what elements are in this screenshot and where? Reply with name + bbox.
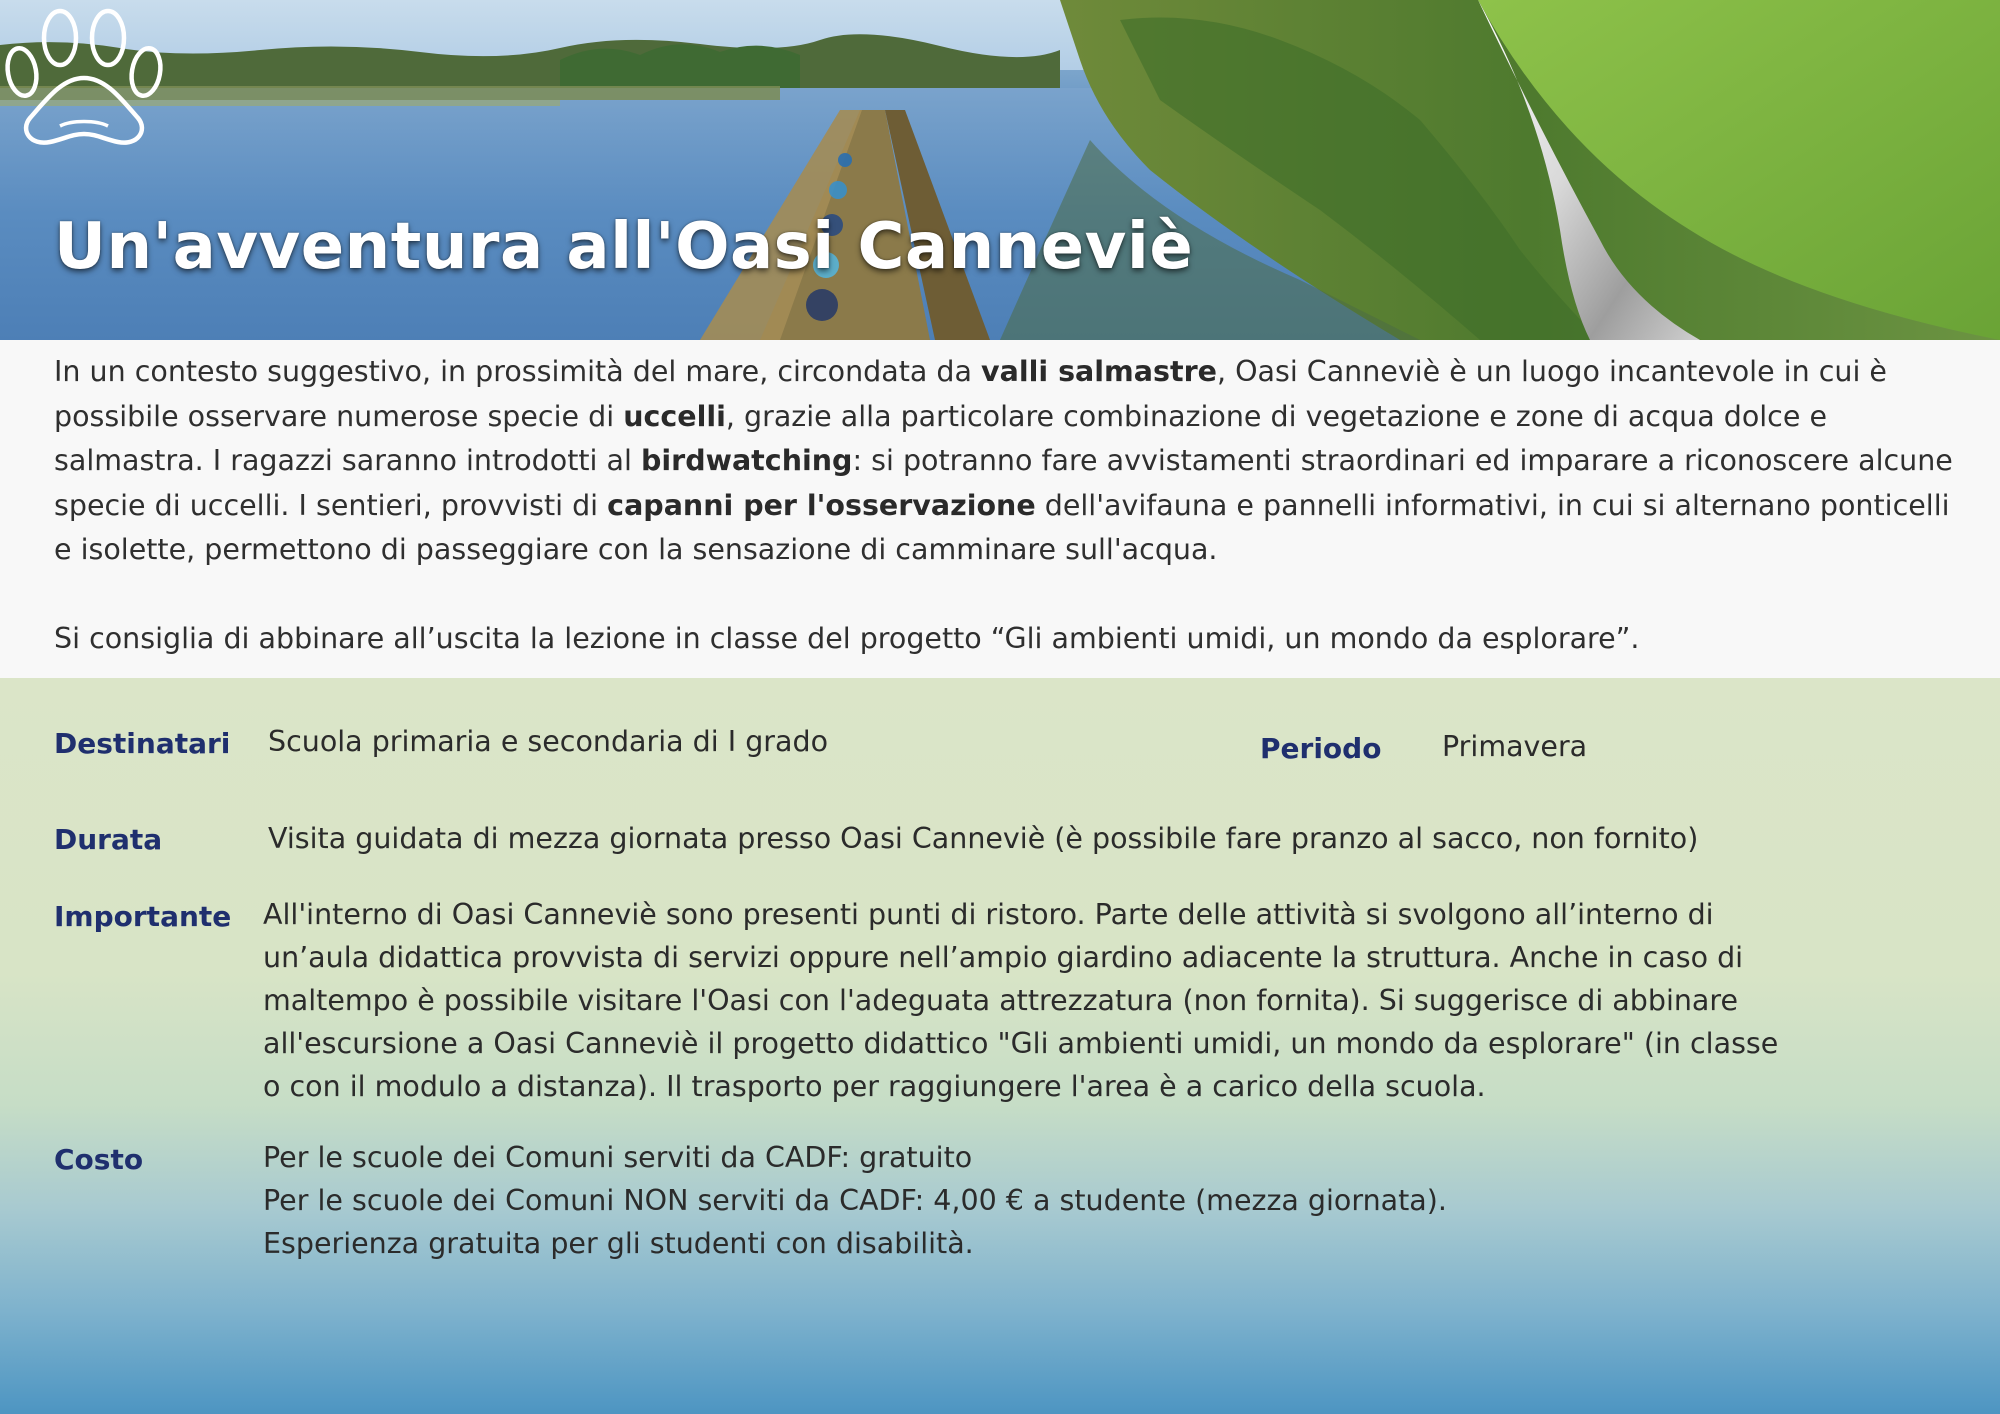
intro-highlight: valli salmastre [981, 355, 1217, 388]
costo-line: Per le scuole dei Comuni NON serviti da CADF: 4,00 € a studente (mezza giornata). [263, 1184, 1447, 1217]
costo-label: Costo [54, 1143, 144, 1176]
page-title: Un'avventura all'Oasi Canneviè [54, 210, 1194, 284]
costo-line: Per le scuole dei Comuni serviti da CADF: gratuito [263, 1141, 973, 1174]
importante-line: un’aula didattica provvista di servizi oppure nell’ampio giardino adiacente la struttura. Anche in caso di [263, 941, 1744, 974]
intro-text: , grazie alla particolare combinazione di vegetazione e zone di acqua dolce e salmastra. I ragazzi saranno introdotti al [54, 399, 1827, 477]
intro-highlight: capanni per l'osservazione [607, 488, 1036, 522]
intro-highlight: uccelli [623, 399, 726, 433]
costo-line: Esperienza gratuita per gli studenti con disabilità. [263, 1227, 974, 1260]
periodo-label: Periodo [1260, 732, 1382, 765]
importante-line: All'interno di Oasi Canneviè sono presenti punti di ristoro. Parte delle attività si svolgono all’interno di [263, 898, 1714, 931]
intro-text: , Oasi Canneviè è un luogo incantevole in cui è possibile osservare numerose specie di [54, 355, 1887, 433]
destinatari-label: Destinatari [54, 727, 231, 760]
costo-value [263, 1136, 1447, 1265]
wetland-landscape-illustration [0, 0, 2000, 340]
intro-recommendation: Si consiglia di abbinare all’uscita la lezione in classe del progetto “Gli ambienti umidi, un mondo da esplorare”. [54, 622, 1640, 655]
intro-text: : si potranno fare avvistamenti straordinari ed imparare a riconoscere alcune specie di uccelli. I sentieri, provvisti di [54, 444, 1953, 522]
destinatari-value: Scuola primaria e secondaria di I grado [268, 725, 829, 758]
importante-value [263, 893, 1778, 1108]
intro-text: In un contesto suggestivo, in prossimità del mare, circondata da [54, 355, 982, 388]
intro-text: dell'avifauna e pannelli informativi, in cui si alternano ponticelli e isolette, permettono di passeggiare con la sensazione di camminare sull'acqua. [54, 488, 1950, 566]
details-section [0, 678, 2000, 1414]
importante-line: o con il modulo a distanza). Il trasporto per raggiungere l'area è a carico della scuola. [263, 1070, 1486, 1103]
durata-label: Durata [54, 823, 163, 856]
importante-line: maltempo è possibile visitare l'Oasi con l'adeguata attrezzatura (non fornita). Si suggerisce di abbinare [263, 984, 1739, 1017]
paw-icon [0, 0, 168, 150]
importante-line: all'escursione a Oasi Canneviè il progetto didattico "Gli ambienti umidi, un mondo da esplorare" (in classe [263, 1027, 1779, 1060]
intro-paragraph [54, 350, 1954, 573]
importante-label: Importante [54, 900, 232, 933]
header-photo [0, 0, 2000, 340]
intro-section [0, 340, 2000, 678]
periodo-value: Primavera [1442, 730, 1588, 763]
intro-highlight: birdwatching [640, 444, 853, 477]
durata-value: Visita guidata di mezza giornata presso Oasi Canneviè (è possibile fare pranzo al sacco, non fornito) [268, 822, 1699, 855]
